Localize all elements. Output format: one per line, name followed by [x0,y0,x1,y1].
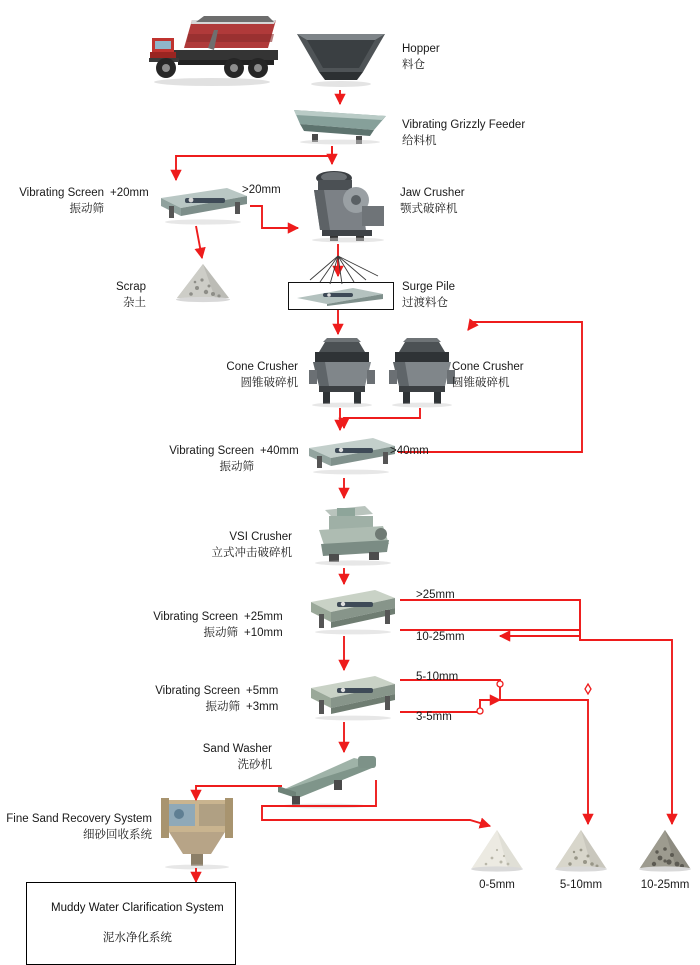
label-muddywater-zh: 泥水净化系统 [102,932,172,944]
label-screen53-en: Vibrating Screen [155,685,240,697]
label-vsi-zh: 立式冲击破碎机 [211,547,292,559]
vibrating-screen-5-3-icon [303,672,399,722]
vibrating-screen-40-icon [303,434,399,476]
label-screen2510-spec1: +25mm [244,611,283,623]
label-screen20-en: Vibrating Screen [19,187,104,199]
dump-truck-icon [148,8,288,93]
label-hopper-zh: 料仓 [402,59,425,71]
vibrating-screen-25-10-icon [303,586,399,636]
label-sandwasher-en: Sand Washer [202,743,272,755]
label-screen40-spec: +40mm [260,445,299,457]
fine-sand-recovery-icon [155,792,247,870]
cone-crusher-2-icon [385,336,459,408]
hopper-icon [295,28,387,88]
label-stream-3-5mm: 3-5mm [416,711,452,723]
label-scrap-en: Scrap [115,281,146,293]
label-screen53-spec1: +5mm [246,685,279,697]
label-screen2510-zh: 振动筛 [203,627,238,639]
label-screen2510-spec2: +10mm [244,627,283,639]
label-surge-zh: 过渡料仓 [402,297,448,309]
label-stream-gt40mm: >40mm [390,445,429,457]
label-stream-gt20mm: >20mm [242,184,281,196]
label-cone2-zh: 圆锥破碎机 [452,377,510,389]
product-pile-10-25mm-icon [636,828,694,876]
product-pile-5-10mm-icon [552,828,610,876]
label-product-5-10mm: 5-10mm [559,879,603,891]
muddy-water-box [26,882,236,965]
cone-crusher-1-icon [305,336,379,408]
label-sandwasher-zh: 洗砂机 [237,759,272,771]
label-product-10-25mm: 10-25mm [640,879,690,891]
label-feeder-zh: 给料机 [402,135,437,147]
label-jaw-zh: 颚式破碎机 [400,203,458,215]
vibrating-grizzly-feeder-icon [290,106,390,144]
label-screen20-spec: +20mm [110,187,149,199]
label-cone2-en: Cone Crusher [452,361,524,373]
scrap-pile-icon [173,262,233,304]
label-screen40-en: Vibrating Screen [169,445,254,457]
label-screen40-zh: 振动筛 [219,461,254,473]
label-finesand-zh: 细砂回收系统 [83,829,152,841]
label-screen2510-en: Vibrating Screen [153,611,238,623]
label-screen53-zh: 振动筛 [205,701,240,713]
label-cone1-en: Cone Crusher [226,361,298,373]
label-cone1-zh: 圆锥破碎机 [240,377,298,389]
label-hopper-en: Hopper [402,43,440,55]
label-screen20-zh: 振动筛 [69,203,104,215]
label-stream-10-25mm: 10-25mm [416,631,465,643]
surge-pile-icon [293,284,387,306]
label-screen53-spec2: +3mm [246,701,279,713]
jaw-crusher-icon [300,166,390,242]
label-product-0-5mm: 0-5mm [479,879,515,891]
product-pile-0-5mm-icon [468,828,526,876]
sand-washer-icon [272,752,382,810]
label-muddywater-en: Muddy Water Clarification System [51,902,224,914]
vsi-crusher-icon [303,500,399,568]
label-stream-gt25mm: >25mm [416,589,455,601]
label-surge-en: Surge Pile [402,281,456,293]
vibrating-screen-20-icon [155,182,251,226]
label-vsi-en: VSI Crusher [229,531,292,543]
label-stream-5-10mm: 5-10mm [416,671,459,683]
label-jaw-en: Jaw Crusher [400,187,465,199]
label-feeder-en: Vibrating Grizzly Feeder [402,119,526,131]
label-scrap-zh: 杂土 [123,297,146,309]
label-finesand-en: Fine Sand Recovery System [6,813,152,825]
